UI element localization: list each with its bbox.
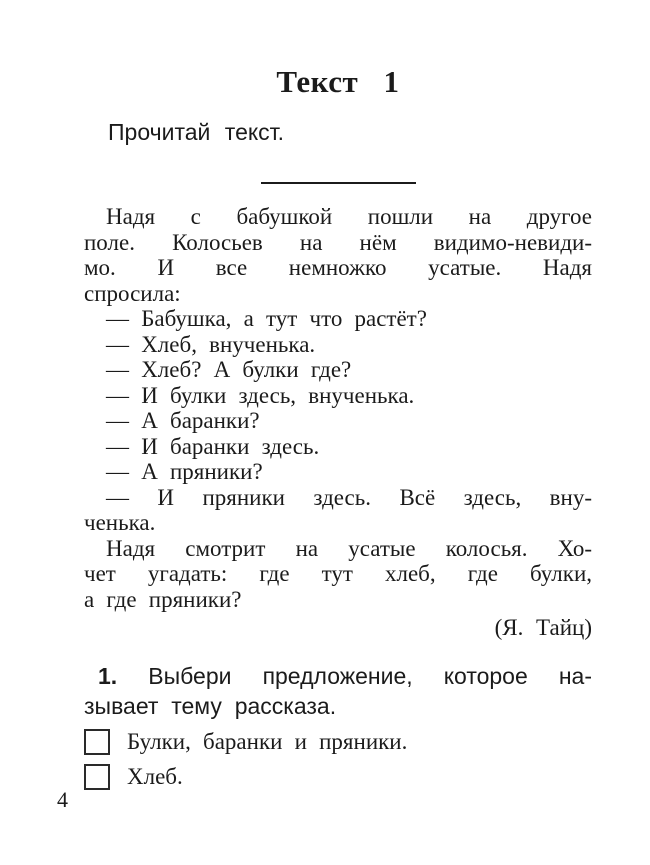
story-line: — Хлеб? А булки где? (106, 357, 352, 382)
page-number: 4 (57, 787, 68, 812)
story-line: мо. И все немножко усатые. Надя (84, 255, 592, 280)
story-line: — А пряники? (106, 459, 263, 484)
answer-option[interactable] (84, 763, 592, 791)
story-line: спросила: (84, 280, 181, 306)
story-text (84, 204, 592, 612)
story-line: — И баранки здесь. (106, 433, 320, 459)
task-options (84, 728, 592, 791)
story-line: Надя смотрит на усатые колосья. Хо- (106, 535, 592, 561)
task-prompt-line: 1. Выбери предложение, которое на- (98, 663, 592, 689)
story-line: Надя с бабушкой пошли на другое (106, 204, 592, 229)
story-line: — А баранки? (106, 408, 260, 433)
story-line: — Бабушка, а тут что растёт? (106, 306, 427, 331)
story-line: поле. Колосьев на нём видимо-невиди- (84, 229, 592, 255)
option-label: Хлеб. (127, 764, 183, 789)
story-line: чет угадать: где тут хлеб, где булки, (84, 561, 592, 586)
task-prompt-line: зывает тему рассказа. (84, 693, 337, 719)
task-1 (84, 661, 592, 791)
task-number: 1. (98, 663, 118, 689)
story-line: — Хлеб, внученька. (106, 331, 316, 357)
checkbox[interactable] (84, 764, 110, 790)
author-attribution: (Я. Тайц) (494, 615, 592, 640)
story-line: — И пряники здесь. Всё здесь, вну- (106, 484, 592, 510)
option-label: Булки, баранки и пряники. (127, 729, 408, 754)
story-line: — И булки здесь, внученька. (106, 382, 415, 408)
checkbox[interactable] (84, 729, 110, 755)
story-line: ченька. (84, 510, 156, 535)
answer-option[interactable] (84, 728, 592, 756)
instruction-text: Прочитай текст. (108, 119, 285, 145)
section-divider (261, 182, 416, 184)
page-title: Текст 1 (276, 64, 400, 99)
story-line: а где пряники? (84, 586, 242, 612)
task-prompt (84, 661, 592, 721)
